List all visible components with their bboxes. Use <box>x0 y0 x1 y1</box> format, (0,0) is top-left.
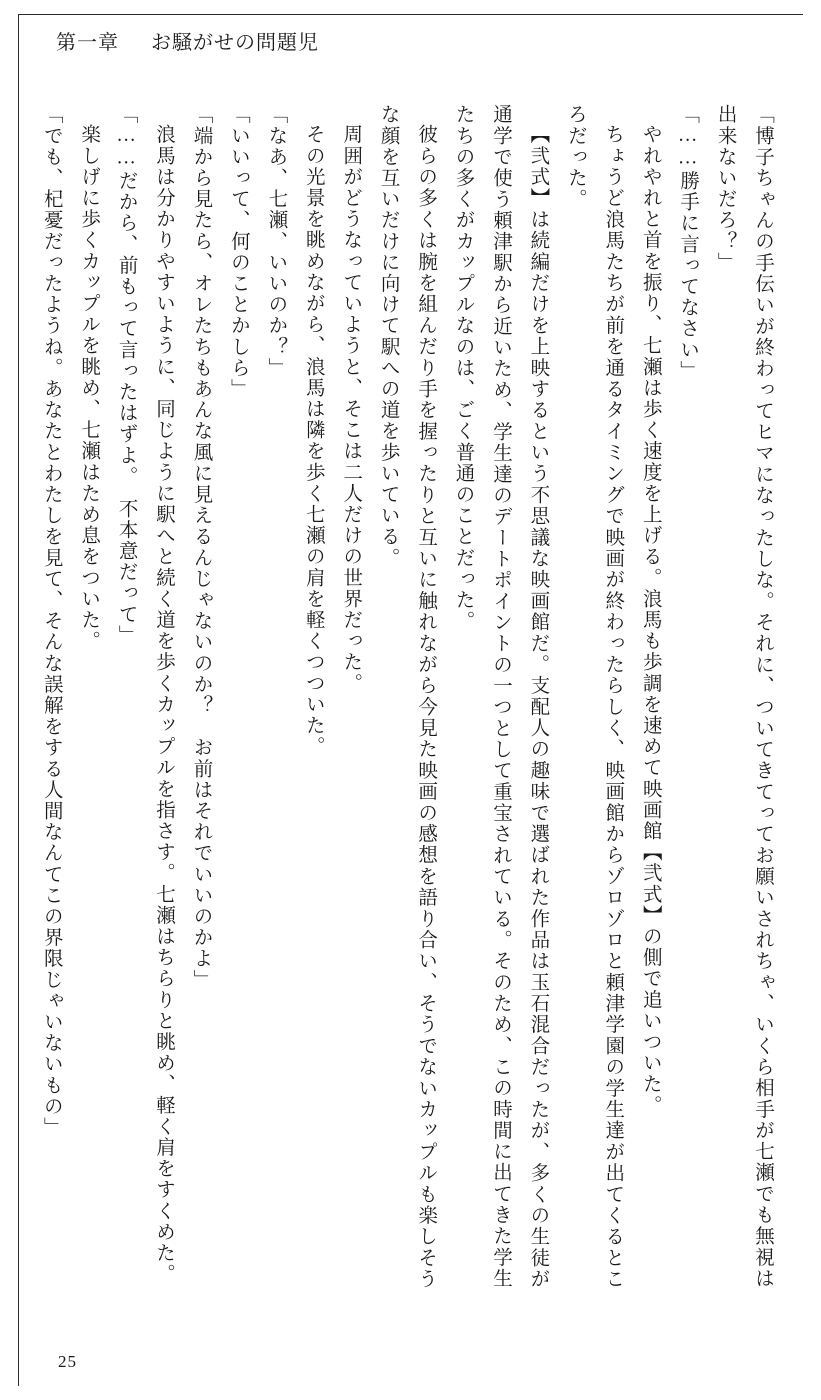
body-paragraph: やれやれと首を振り、七瀬は歩く速度を上げる。浪馬も歩調を速めて映画館【弐式】の側で追いついた。 <box>639 123 661 1116</box>
body-paragraph: 「……だから、前もって言ったはずよ。 不本意だって」 <box>115 104 137 646</box>
body-paragraph: 「……勝手に言ってなさい」 <box>677 104 699 382</box>
page-number: 25 <box>58 1352 77 1371</box>
page-frame-top-rule <box>18 14 803 15</box>
body-paragraph: その光景を眺めながら、浪馬は隣を歩く七瀬の肩を軽くつついた。 <box>302 123 324 757</box>
body-paragraph: 「でも、杞憂だったようね。あなたとわたしを見て、そんな誤解をする人間なんてこの界限じゃいないもの」 <box>40 104 62 1138</box>
body-paragraph: 楽しげに歩くカップルを眺め、七瀬はため息をついた。 <box>78 123 100 651</box>
body-paragraph: 「なあ、七瀬、いいのか？」 <box>265 104 287 379</box>
body-paragraph: 「いいって、何のことかしら」 <box>227 104 249 400</box>
chapter-number: 第一章 <box>56 32 119 54</box>
body-paragraph: 周囲がどうなっていようと、そこは二人だけの世界だった。 <box>340 123 362 694</box>
chapter-title: お騒がせの問題児 <box>151 32 319 54</box>
body-paragraph: 【弐式】は続編だけを上映するという不思議な映画館だ。支配人の趣味で選ばれた作品は玉石混合だったが、多くの生徒が通学で使う頼津駅から近いため、学生達のデートポイントの一つとして重宝されている。そのため、この時間に出てきた学生たちの多くがカップルなのは、ごく普通のことだった。 <box>452 104 549 1289</box>
body-text-vertical <box>40 104 781 1289</box>
body-paragraph: 浪馬は分かりやすいように、同じように駅へと続く道を歩くカップルを指さす。七瀬はちらりと眺め、軽く肩をすくめた。 <box>153 123 174 1284</box>
body-paragraph: ちょうど浪馬たちが前を通るタイミングで映画が終わったらしく、映画館からゾロゾロと頼津学園の学生達が出てくるところだった。 <box>564 104 624 1289</box>
body-paragraph: 「端から見たら、オレたちもあんな風に見えるんじゃないのか？ お前はそれでいいのかよ」 <box>190 104 212 991</box>
page-frame-left-rule <box>18 14 19 1386</box>
body-paragraph: 彼らの多くは腕を組んだり手を握ったりと互いに触れながら今見た映画の感想を語り合い、そうでないカップルも楽しそうな顔を互いだけに向けて駅への道を歩いている。 <box>377 104 437 1289</box>
body-paragraph: 「博子ちゃんの手伝いが終わってヒマになったしな。それに、ついてきてってお願いされちゃ、いくら相手が七瀬でも無視は出来ないだろ？」 <box>714 104 773 1289</box>
chapter-header <box>56 26 319 55</box>
